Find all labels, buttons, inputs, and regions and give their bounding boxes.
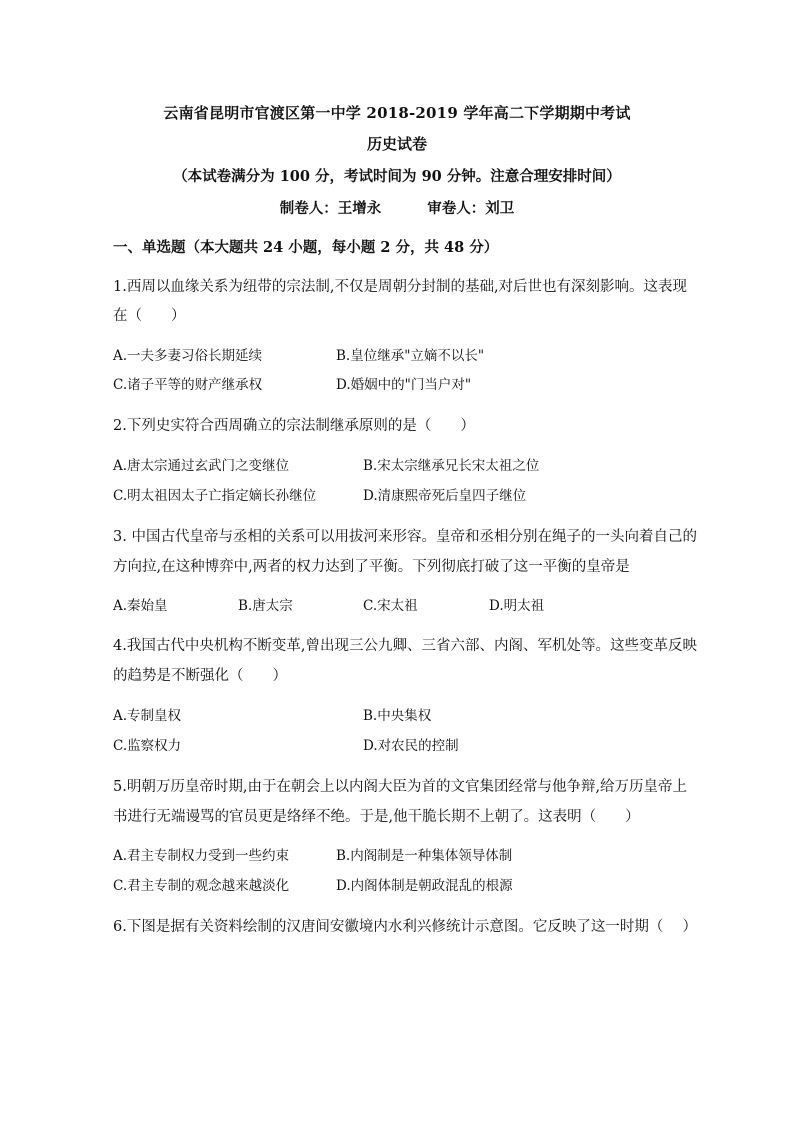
question-4-option-b: B.中央集权 [363, 708, 432, 724]
question-2-option-d: D.清康熙帝死后皇四子继位 [363, 488, 527, 504]
question-2-line-1: 2.下列史实符合西周确立的宗法制继承原则的是（ ） [113, 418, 475, 434]
question-4-option-d: D.对农民的控制 [363, 738, 459, 754]
question-1-option-b: B.皇位继承"立嫡不以长" [336, 348, 485, 364]
reviewer-label: 审卷人：刘卫 [427, 200, 515, 217]
question-2-option-a: A.唐太宗通过玄武门之变继位 [113, 458, 290, 474]
exam-makers [0, 197, 794, 218]
question-6-line-1: 6.下图是据有关资料绘制的汉唐间安徽境内水利兴修统计示意图。它反映了这一时期（ ） [113, 919, 697, 935]
maker-label: 制卷人：王增永 [279, 200, 382, 217]
question-3-option-a: A.秦始皇 [113, 598, 168, 614]
question-5-line-1: 5.明朝万历皇帝时期,由于在朝会上以内阁大臣为首的文官集团经常与他争辩,给万历皇帝上 [113, 779, 688, 795]
section-heading: 一、单选题（本大题共 24 小题，每小题 2 分，共 48 分） [113, 239, 499, 256]
question-3-line-2: 方向拉,在这种博弈中,两者的权力达到了平衡。下列彻底打破了这一平衡的皇帝是 [113, 559, 630, 575]
question-1-option-c: C.诸子平等的财产继承权 [113, 377, 263, 393]
question-3-option-b: B.唐太宗 [238, 598, 293, 614]
question-4-line-2: 的趋势是不断强化（ ） [113, 668, 287, 684]
exam-subtitle: 历史试卷 [366, 135, 427, 153]
question-3-line-1: 3. 中国古代皇帝与丞相的关系可以用拔河来形容。皇帝和丞相分别在绳子的一头向着自己的 [113, 529, 697, 545]
question-1-option-d: D.婚姻中的"门当户对" [336, 377, 472, 393]
question-1-line-2: 在（ ） [113, 308, 186, 324]
question-5-line-2: 书进行无端谩骂的官员更是络绎不绝。于是,他干脆长期不上朝了。这表明（ ） [113, 809, 640, 825]
question-4-line-1: 4.我国古代中央机构不断变革,曾出现三公九卿、三省六部、内阁、军机处等。这些变革反映 [113, 638, 697, 654]
exam-title: 云南省昆明市官渡区第一中学 2018-2019 学年高二下学期期中考试 [163, 104, 631, 122]
question-4-option-c: C.监察权力 [113, 738, 182, 754]
question-1-option-a: A.一夫多妻习俗长期延续 [113, 348, 263, 364]
exam-note: （本试卷满分为 100 分，考试时间为 90 分钟。注意合理安排时间） [173, 168, 621, 185]
question-5-option-a: A.君主专制权力受到一些约束 [113, 848, 290, 864]
question-2-option-c: C.明太祖因太子亡指定嫡长孙继位 [113, 488, 317, 504]
question-5-option-c: C.君主专制的观念越来越淡化 [113, 878, 290, 894]
question-4-option-a: A.专制皇权 [113, 708, 182, 724]
question-5-option-b: B.内阁制是一种集体领导体制 [336, 848, 513, 864]
question-5-option-d: D.内阁体制是朝政混乱的根源 [336, 878, 513, 894]
question-3-option-c: C.宋太祖 [363, 598, 418, 614]
question-3-option-d: D.明太祖 [489, 598, 545, 614]
question-2-option-b: B.宋太宗继承兄长宋太祖之位 [363, 458, 540, 474]
question-1-line-1: 1.西周以血缘关系为纽带的宗法制,不仅是周朝分封制的基础,对后世也有深刻影响。这表现 [113, 279, 688, 295]
